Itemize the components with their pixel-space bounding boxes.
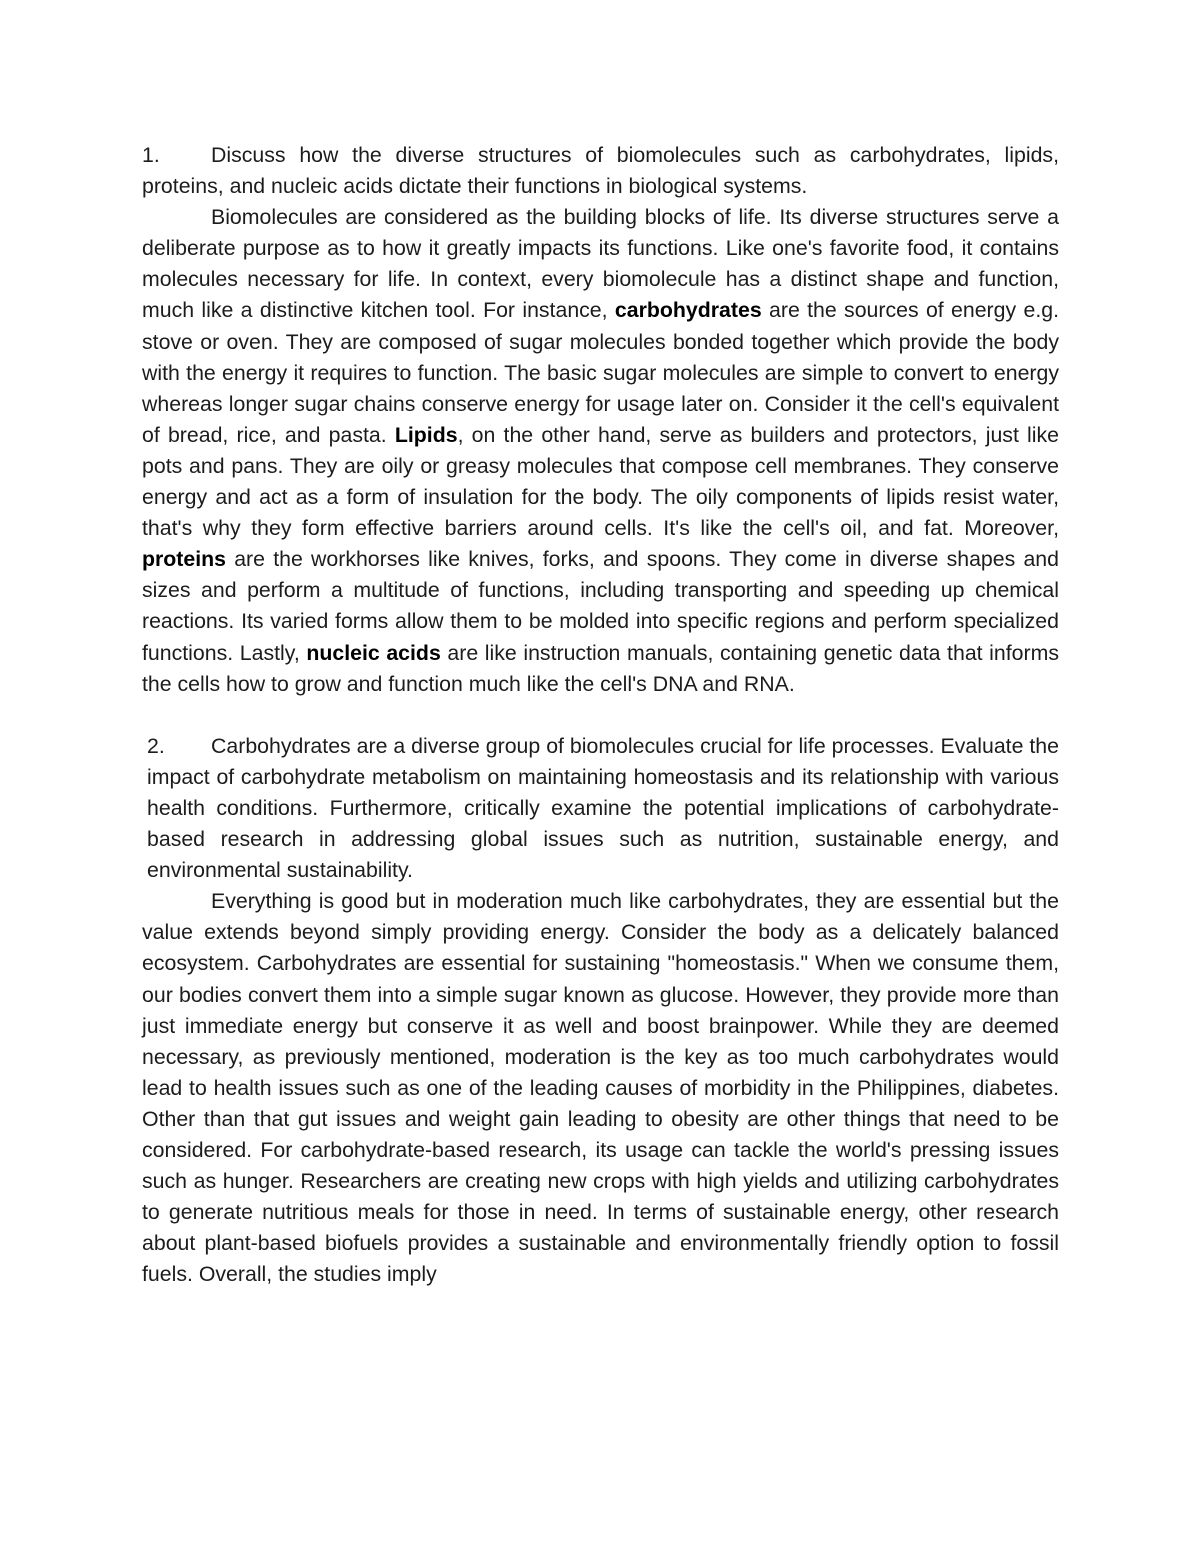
- answer-2-text: Everything is good but in moderation much like carbohydrates, they are essential but the value extends beyond simply providing energy. Consider the body as a delicately balanced ecosystem. Carbohydrates are essential for sustaining "homeostasis." When we consume them, our bodies convert them into a simple sugar known as glucose. However, they provide more than just immediate energy but conserve it as well and boost brainpower. While they are deemed necessary, as previously mentioned, moderation is the key as too much carbohydrates would lead to health issues such as one of the leading causes of morbidity in the Philippines, diabetes. Other than that gut issues and weight gain leading to obesity are other things that need to be considered. For carbohydrate-based research, its usage can tackle the world's pressing issues such as hunger. Researchers are creating new crops with high yields and utilizing carbohydrates to generate nutritious meals for those in need. In terms of sustainable energy, other research about plant-based biofuels provides a sustainable and environmentally friendly option to fossil fuels. Overall, the studies imply: [142, 889, 1059, 1287]
- answer-1: [142, 202, 1059, 700]
- answer-1-text: are like instruction manuals, containing genetic data that informs the cells how to grow and function much like the cell's DNA and RNA.: [142, 640, 1059, 696]
- document-body: [142, 140, 1059, 1290]
- term-nucleic-acids: nucleic acids: [306, 640, 441, 665]
- answer-1-text: Biomolecules are considered as the building blocks of life. Its diverse structures serve a deliberate purpose as to how it greatly impacts its functions. Like one's favorite food, it contains molecules necessary for life. In context, every biomolecule has a distinct shape and function, much like a distinctive kitchen tool. For instance,: [142, 205, 1059, 323]
- answer-1-text: , on the other hand, serve as builders and protectors, just like pots and pans. They are oily or greasy molecules that compose cell membranes. They conserve energy and act as a form of insulation for the body. The oily components of lipids resist water, that's why they form effective barriers around cells. It's like the cell's oil, and fat. Moreover,: [142, 422, 1059, 541]
- question-2-number: 2.: [147, 733, 165, 758]
- term-carbohydrates: carbohydrates: [614, 298, 762, 323]
- paragraph-spacer: [142, 700, 1059, 731]
- question-1: [142, 140, 1059, 202]
- answer-1-text: are the sources of energy e.g. stove or oven. They are composed of sugar molecules bonded together which provide the body with the energy it requires to function. The basic sugar molecules are simple to convert to energy whereas longer sugar chains conserve energy for usage later on. Consider it the cell's equivalent of bread, rice, and pasta.: [142, 298, 1059, 447]
- answer-1-text: are the workhorses like knives, forks, and spoons. They come in diverse shapes and sizes and perform a multitude of functions, including transporting and speeding up chemical reactions. Its varied forms allow them to be molded into specific regions and perform specialized functions. Lastly,: [142, 547, 1059, 665]
- question-2-text: Carbohydrates are a diverse group of biomolecules crucial for life processes. Evaluate the impact of carbohydrate metabolism on maintaining homeostasis and its relationship with various health conditions. Furthermore, critically examine the potential implications of carbohydrate-based research in addressing global issues such as nutrition, sustainable energy, and environmental sustainability.: [147, 733, 1059, 883]
- term-lipids: Lipids: [394, 422, 458, 447]
- question-1-text: Discuss how the diverse structures of biomolecules such as carbohydrates, lipids, proteins, and nucleic acids dictate their functions in biological systems.: [142, 143, 1059, 199]
- answer-2: [142, 886, 1059, 1290]
- term-proteins: proteins: [142, 547, 227, 572]
- question-2: [147, 731, 1059, 886]
- question-1-number: 1.: [142, 143, 160, 167]
